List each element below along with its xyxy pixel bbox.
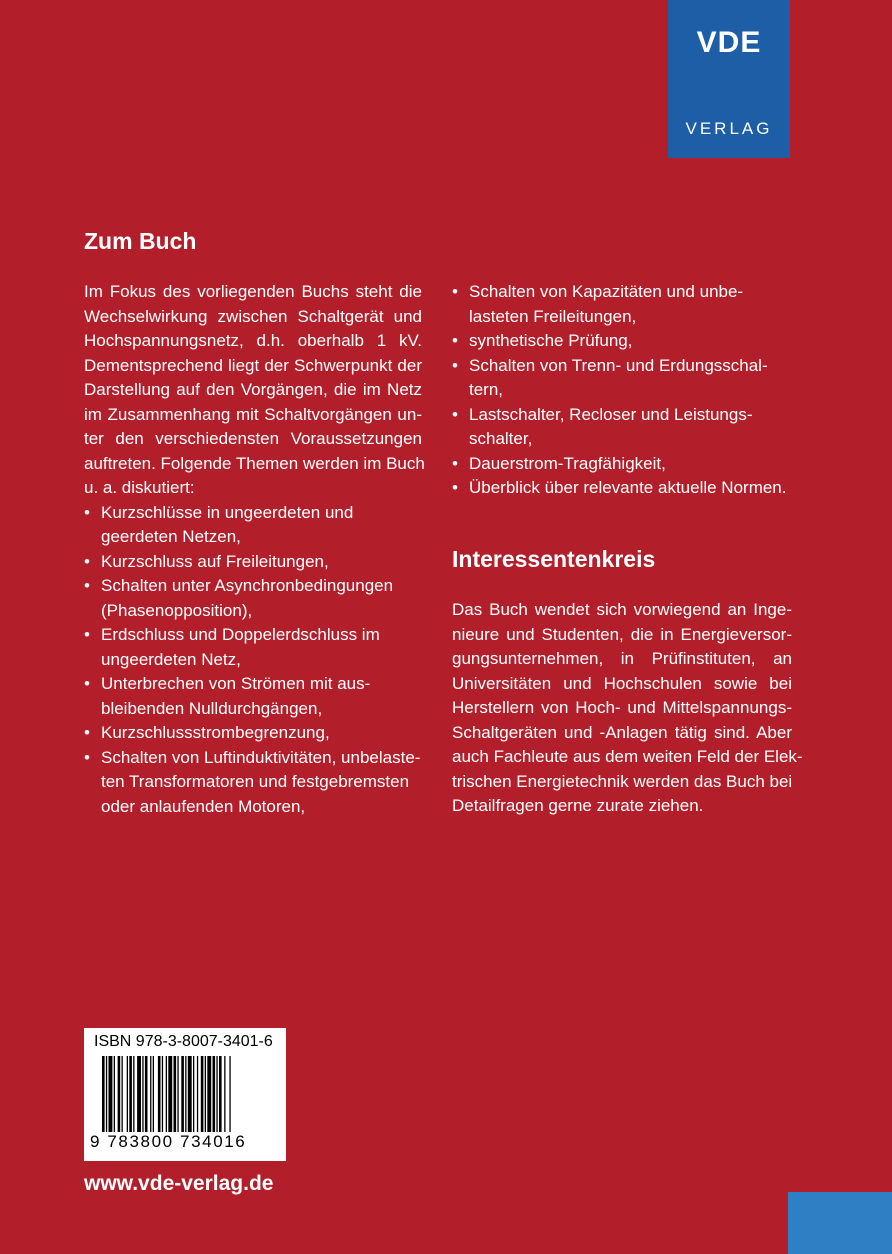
isbn-label: ISBN 978-3-8007-3401-6: [94, 1033, 273, 1050]
bullet-item: [452, 280, 792, 329]
bullet-line: • Kurzschlussstrombegrenzung,: [101, 723, 330, 742]
bullet-item: [84, 623, 422, 672]
bullet-line: • Kurzschluss auf Freileitungen,: [101, 551, 329, 571]
website-link[interactable]: www.vde-verlag.de: [84, 1172, 274, 1195]
bullet-item: [84, 672, 422, 721]
bullet-line: • Dauerstrom-Tragfähigkeit,: [469, 453, 666, 473]
logo-sub: VERLAG: [685, 119, 773, 138]
text-line: auch Fachleute aus dem weiten Feld der Elek-: [452, 747, 803, 766]
corner-accent: [788, 1192, 892, 1254]
right-column: [452, 280, 792, 501]
bullet-item: [452, 452, 792, 477]
barcode-box: [84, 1028, 286, 1161]
bullet-line: geerdeten Netzen,: [101, 527, 241, 546]
text-line: Hochspannungsnetz, d.h. oberhalb 1 kV.: [84, 331, 422, 350]
bullet-line: ungeerdeten Netz,: [101, 649, 241, 669]
bullet-item: [84, 746, 422, 820]
bullet-line: • Schalten von Trenn- und Erdungsschal-: [469, 355, 768, 375]
bullet-line: • Überblick über relevante aktuelle Normen.: [469, 478, 787, 497]
bullet-line: • Schalten von Kapazitäten und unbe-: [469, 282, 744, 301]
text-line: auftreten. Folgende Themen werden im Buch: [84, 453, 425, 473]
text-line: Wechselwirkung zwischen Schaltgerät und: [84, 306, 422, 326]
left-column: [84, 280, 425, 819]
bullet-item: [452, 403, 792, 452]
barcode-bars: [102, 1056, 270, 1132]
bullet-line: • Lastschalter, Recloser und Leistungs-: [469, 404, 753, 424]
text-line: trischen Energietechnik werden das Buch bei: [452, 771, 793, 791]
bullet-line: • Schalten unter Asynchronbedingungen: [101, 576, 394, 595]
bullet-line: (Phasenopposition),: [101, 600, 253, 620]
text-line: Im Fokus des vorliegenden Buchs steht die: [84, 282, 422, 301]
audience-paragraph: [452, 598, 803, 819]
text-line: Herstellern von Hoch- und Mittelspannungs-: [452, 698, 792, 717]
bullet-line: lasteten Freileitungen,: [469, 306, 637, 326]
heading-interessentenkreis: Interessentenkreis: [452, 546, 656, 572]
text-line: Detailfragen gerne zurate ziehen.: [452, 796, 704, 815]
bullet-line: • Erdschluss und Doppelerdschluss im: [101, 625, 380, 644]
bullet-item: [84, 550, 422, 575]
text-line: Darstellung auf den Vorgängen, die im Netz: [84, 380, 422, 399]
bullet-item: [452, 476, 792, 501]
text-line: Das Buch wendet sich vorwiegend an Inge-: [452, 600, 792, 619]
bullet-list-left: [84, 501, 422, 820]
bullet-item: [452, 329, 792, 354]
bullet-line: oder anlaufenden Motoren,: [101, 796, 306, 816]
bullet-line: bleibenden Nulldurchgängen,: [101, 698, 323, 718]
vde-verlag-logo: [668, 0, 790, 158]
barcode-digits: 9 783800 734016: [90, 1132, 247, 1151]
bullet-item: [452, 354, 792, 403]
bullet-line: schalter,: [469, 429, 533, 448]
logo-brand: VDE: [696, 26, 762, 59]
text-line: Schaltgeräten und -Anlagen tätig sind. Aber: [452, 722, 792, 742]
text-line: Dementsprechend liegt der Schwerpunkt der: [84, 355, 422, 375]
intro-paragraph: [84, 280, 425, 501]
bullet-line: • Unterbrechen von Strömen mit aus-: [101, 674, 371, 693]
bullet-item: [84, 574, 422, 623]
text-line: u. a. diskutiert:: [84, 478, 195, 497]
bullet-list-right: [452, 280, 792, 501]
text-line: Universitäten und Hochschulen sowie bei: [452, 673, 792, 693]
bullet-item: [84, 721, 422, 746]
bullet-line: ten Transformatoren und festgebremsten: [101, 772, 410, 791]
bullet-line: • Schalten von Luftinduktivitäten, unbelaste-: [101, 747, 421, 767]
text-line: gungsunternehmen, in Prüfinstituten, an: [452, 649, 792, 668]
bullet-line: tern,: [469, 380, 504, 399]
text-line: im Zusammenhang mit Schaltvorgängen un-: [84, 404, 422, 424]
text-line: ter den verschiedensten Voraussetzungen: [84, 429, 422, 448]
text-line: nieure und Studenten, die in Energieversor-: [452, 624, 792, 644]
bullet-item: [84, 501, 422, 550]
heading-zum-buch: Zum Buch: [84, 228, 197, 254]
bullet-line: • Kurzschlüsse in ungeerdeten und: [101, 502, 354, 522]
bullet-line: • synthetische Prüfung,: [469, 331, 633, 350]
